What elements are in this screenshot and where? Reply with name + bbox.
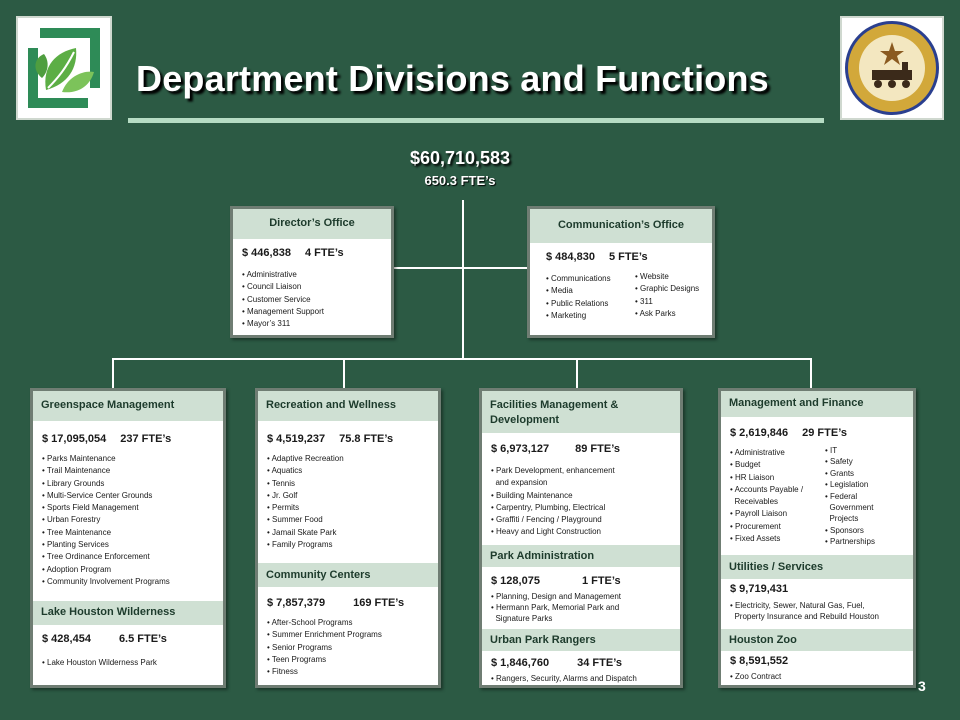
houston-zoo-title: Houston Zoo	[721, 629, 913, 651]
directors-office-ftes: 4 FTE’s	[304, 247, 344, 259]
houston-zoo-budget: $ 8,591,552	[730, 655, 789, 667]
directors-office-box	[230, 206, 394, 338]
list-item: • Multi-Service Center Grounds	[42, 490, 170, 502]
connector-drop-2	[343, 358, 345, 390]
facilities-management-title: Facilities Management & Development	[482, 391, 680, 433]
utilities-services-title: Utilities / Services	[721, 555, 913, 579]
list-item: • Building Maintenance	[491, 490, 615, 502]
community-centers-title: Community Centers	[258, 563, 438, 587]
list-item: • Family Programs	[267, 539, 344, 551]
recreation-budget: $ 4,519,237	[267, 433, 326, 445]
greenspace-ftes: 237 FTE’s	[120, 433, 172, 445]
park-administration-figures	[491, 575, 621, 587]
list-item: • Grants	[825, 468, 875, 479]
recreation-figures	[267, 433, 393, 445]
community-centers-functions	[267, 617, 382, 678]
facilities-budget: $ 6,973,127	[491, 443, 550, 455]
list-item: • Administrative	[730, 447, 803, 459]
park-administration-functions	[491, 591, 621, 624]
list-item: • Accounts Payable /	[730, 484, 803, 496]
list-item: • Summer Food	[267, 514, 344, 526]
connector-top-horizontal	[392, 267, 528, 269]
communications-functions-left	[546, 273, 611, 322]
connector-bottom-horizontal	[112, 358, 812, 360]
list-item: • Hermann Park, Memorial Park and	[491, 602, 621, 613]
facilities-figures	[491, 443, 620, 455]
management-finance-title: Management and Finance	[721, 391, 913, 417]
list-item: • Community Involvement Programs	[42, 576, 170, 588]
directors-office-functions	[242, 269, 324, 330]
urban-park-rangers-title: Urban Park Rangers	[482, 629, 680, 651]
list-item: • Lake Houston Wilderness Park	[42, 657, 157, 669]
list-item: • Website	[635, 271, 699, 283]
urban-park-rangers-functions	[491, 673, 637, 685]
communications-office-box	[527, 206, 715, 338]
community-centers-figures	[267, 597, 404, 609]
list-item: • Tennis	[267, 478, 344, 490]
management-finance-ftes: 29 FTE’s	[802, 427, 847, 439]
park-administration-budget: $ 128,075	[491, 575, 540, 587]
houston-zoo-functions	[730, 671, 781, 683]
list-item: • Partnerships	[825, 536, 875, 547]
list-item: • Rangers, Security, Alarms and Dispatch	[491, 673, 637, 685]
communications-office-ftes: 5 FTE’s	[608, 251, 648, 263]
recreation-ftes: 75.8 FTE’s	[339, 433, 394, 445]
lake-houston-budget: $ 428,454	[42, 633, 91, 645]
list-item: • Council Liaison	[242, 281, 324, 293]
directors-office-budget: $ 446,838	[242, 247, 291, 259]
recreation-wellness-box	[255, 388, 441, 688]
list-item: • Public Relations	[546, 298, 611, 310]
greenspace-management-box	[30, 388, 226, 688]
list-item: • Mayor’s 311	[242, 318, 324, 330]
connector-drop-3	[576, 358, 578, 390]
list-item: • Library Grounds	[42, 478, 170, 490]
directors-office-figures	[242, 247, 344, 259]
list-item: • Zoo Contract	[730, 671, 781, 683]
management-finance-box	[718, 388, 916, 688]
list-item: • Planting Services	[42, 539, 170, 551]
greenspace-functions	[42, 453, 170, 588]
facilities-ftes: 89 FTE’s	[575, 443, 620, 455]
list-item: Government	[829, 503, 874, 513]
list-item: • Adoption Program	[42, 564, 170, 576]
list-item: Signature Parks	[495, 614, 553, 623]
list-item: • HR Liaison	[730, 472, 803, 484]
list-item: • Sports Field Management	[42, 502, 170, 514]
list-item: • Summer Enrichment Programs	[267, 629, 382, 641]
list-item: • Procurement	[730, 521, 803, 533]
lake-houston-ftes: 6.5 FTE’s	[118, 633, 167, 645]
list-item: • Media	[546, 285, 611, 297]
list-item: • Adaptive Recreation	[267, 453, 344, 465]
list-item: • 311	[635, 296, 699, 308]
recreation-functions	[267, 453, 344, 551]
list-item: • Senior Programs	[267, 642, 382, 654]
urban-park-rangers-figures	[491, 657, 622, 669]
list-item: Property Insurance and Rebuild Houston	[734, 611, 879, 621]
list-item: • Trail Maintenance	[42, 465, 170, 477]
utilities-services-budget: $ 9,719,431	[730, 583, 789, 595]
list-item: • Permits	[267, 502, 344, 514]
list-item: • Sponsors	[825, 525, 875, 536]
communications-functions-right	[635, 271, 699, 320]
communications-office-budget: $ 484,830	[546, 251, 595, 263]
list-item: • Legislation	[825, 479, 875, 490]
list-item: • Fitness	[267, 666, 382, 678]
list-item: • Park Development, enhancement	[491, 465, 615, 477]
communications-office-title: Communication’s Office	[530, 209, 712, 243]
management-finance-figures	[730, 427, 847, 439]
lake-houston-figures	[42, 633, 167, 645]
list-item: • Communications	[546, 273, 611, 285]
list-item: • IT	[825, 445, 875, 456]
lake-houston-functions	[42, 657, 157, 669]
list-item: • Marketing	[546, 310, 611, 322]
list-item: • Management Support	[242, 306, 324, 318]
list-item: • Tree Maintenance	[42, 527, 170, 539]
list-item: and expansion	[495, 478, 548, 488]
list-item: • Administrative	[242, 269, 324, 281]
list-item: • Electricity, Sewer, Natural Gas, Fuel,	[730, 601, 879, 612]
list-item: • Graphic Designs	[635, 283, 699, 295]
list-item: • Teen Programs	[267, 654, 382, 666]
list-item: • Ask Parks	[635, 308, 699, 320]
list-item: • Planning, Design and Management	[491, 591, 621, 602]
list-item: • Payroll Liaison	[730, 508, 803, 520]
management-functions-right	[825, 445, 875, 548]
community-centers-ftes: 169 FTE’s	[353, 597, 405, 609]
greenspace-budget: $ 17,095,054	[42, 433, 107, 445]
list-item: • Parks Maintenance	[42, 453, 170, 465]
total-budget: $60,710,583	[409, 148, 511, 168]
directors-office-title: Director’s Office	[233, 209, 391, 239]
page-number: 3	[918, 678, 926, 694]
list-item: • Budget	[730, 459, 803, 471]
greenspace-figures	[42, 433, 171, 445]
list-item: • Heavy and Light Construction	[491, 526, 615, 538]
facilities-management-box	[479, 388, 683, 688]
list-item: • Carpentry, Plumbing, Electrical	[491, 502, 615, 514]
list-item: • Fixed Assets	[730, 533, 803, 545]
list-item: • Graffiti / Fencing / Playground	[491, 514, 615, 526]
park-administration-title: Park Administration	[482, 545, 680, 567]
total-ftes: 650.3 FTE’s	[424, 173, 496, 188]
parks-leaf-logo	[16, 16, 112, 120]
communications-office-figures	[546, 251, 648, 263]
connector-drop-4	[810, 358, 812, 390]
city-of-houston-seal	[840, 16, 944, 120]
connector-trunk	[462, 200, 464, 360]
management-finance-budget: $ 2,619,846	[730, 427, 789, 439]
lake-houston-title: Lake Houston Wilderness	[33, 601, 223, 625]
recreation-wellness-title: Recreation and Wellness	[258, 391, 438, 421]
list-item: • After-School Programs	[267, 617, 382, 629]
greenspace-management-title: Greenspace Management	[33, 391, 223, 421]
list-item: • Urban Forestry	[42, 514, 170, 526]
urban-park-rangers-ftes: 34 FTE’s	[577, 657, 622, 669]
connector-drop-1	[112, 358, 114, 390]
list-item: • Jamail Skate Park	[267, 527, 344, 539]
title-divider	[128, 118, 824, 123]
list-item: • Tree Ordinance Enforcement	[42, 551, 170, 563]
list-item: • Aquatics	[267, 465, 344, 477]
urban-park-rangers-budget: $ 1,846,760	[491, 657, 550, 669]
page-title: Department Divisions and Functions	[136, 58, 769, 99]
facilities-functions	[491, 465, 615, 539]
park-administration-ftes: 1 FTE’s	[581, 575, 621, 587]
list-item: • Customer Service	[242, 294, 324, 306]
utilities-services-functions	[730, 601, 879, 622]
community-centers-budget: $ 7,857,379	[267, 597, 326, 609]
list-item: Projects	[829, 514, 859, 524]
list-item: • Jr. Golf	[267, 490, 344, 502]
management-functions-left	[730, 447, 803, 545]
list-item: • Safety	[825, 456, 875, 467]
list-item: Receivables	[734, 497, 779, 507]
list-item: • Federal	[825, 491, 875, 502]
